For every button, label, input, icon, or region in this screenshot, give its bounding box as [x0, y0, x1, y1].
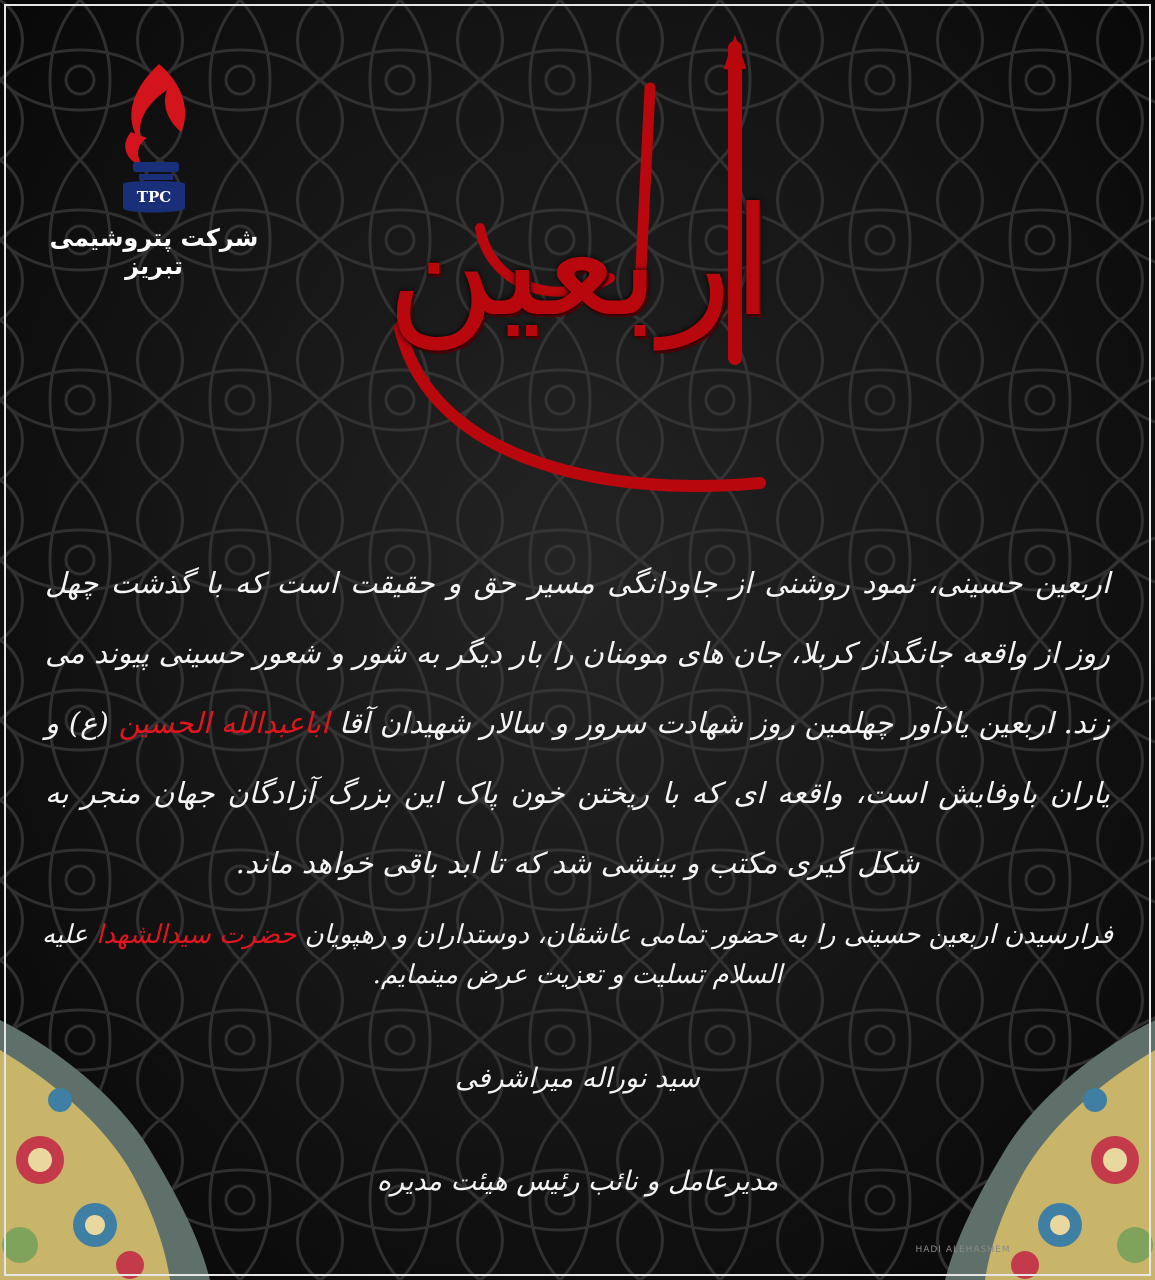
floral-ornament-right [945, 1010, 1155, 1280]
calligraphy-word: اربعین [386, 176, 774, 350]
message-text-part2: (ع) و یاران باوفایش است، واقعه ای که با ریختن خون پاک این بزرگ آزادگان جهان منجر به شکل گیری مکتب و بینشی شد که تا ابد باقی خواهد ماند. [45, 706, 1110, 880]
message-text-part1: اربعین حسینی، نمود روشنی از جاودانگی مسیر حق و حقیقت است که با گذشت چهل روز از واقعه جانگداز کربلا، جان های مومنان را بار دیگر به شور و شعور حسینی پیوند می زند. اربعین یادآور چهلمین روز شهادت سرور و سالار شهیدان آقا [45, 566, 1110, 740]
logo-monogram: TPC [136, 188, 172, 206]
floral-ornament-left [0, 1010, 210, 1280]
arbaeen-calligraphy [340, 28, 820, 498]
closing-message [40, 915, 1115, 995]
signatory-title: مدیرعامل و نائب رئیس هیئت مدیره [376, 1166, 779, 1197]
closing-highlight: حضرت سیدالشهدا [96, 920, 297, 950]
closing-text-part1: فرارسیدن اربعین حسینی را به حضور تمامی عاشقان، دوستداران و رهپویان [296, 920, 1113, 950]
designer-credit: HADI ALEHASHEM [915, 1245, 1011, 1255]
signatory-name: سید نوراله میراشرفی [455, 1063, 700, 1094]
message-highlight: اباعبدالله الحسین [118, 706, 330, 740]
closing-text-part2: علیه السلام تسلیت و تعزیت عرض مینمایم. [41, 920, 783, 990]
main-message [45, 548, 1110, 898]
company-name: شرکت پتروشیمی تبریز [49, 224, 259, 280]
company-logo [24, 62, 284, 280]
flame-logo-icon [109, 62, 199, 222]
